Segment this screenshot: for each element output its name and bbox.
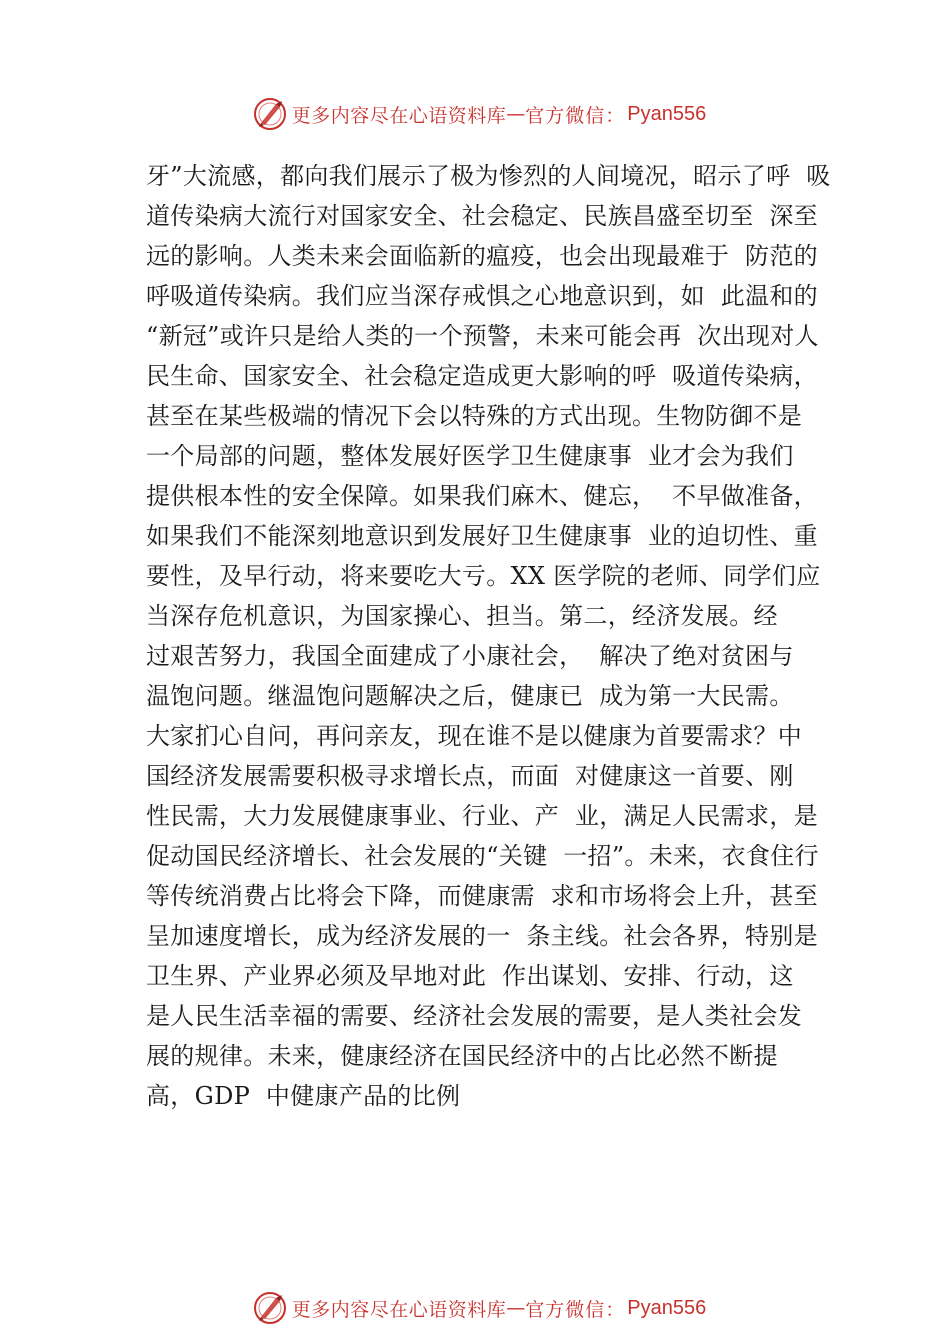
header-weixin-label: 官方微信： <box>525 104 626 127</box>
footer-weixin-id: Pyan556 <box>627 1296 707 1319</box>
body-line: 展的规律。未来，健康经济在国民经济中的占比必然不断提 <box>146 1042 778 1070</box>
body-line: 过艰苦努力，我国全面建成了小康社会， 解决了绝对贫困与 <box>146 642 794 670</box>
body-line: 牙”大流感，都向我们展示了极为惨烈的人间境况，昭示了呼 吸 <box>146 162 831 190</box>
body-line: 是人民生活幸福的需要、经济社会发展的需要，是人类社会发 <box>146 1002 803 1030</box>
body-line: 如果我们不能深刻地意识到发展好卫生健康事 业的迫切性、重 <box>146 522 818 550</box>
body-line: 甚至在某些极端的情况下会以特殊的方式出现。生物防御不是 <box>146 402 803 430</box>
body-line: 道传染病大流行对国家安全、社会稳定、民族昌盛至切至 深至 <box>146 202 818 230</box>
body-line: 呈加速度增长，成为经济发展的一 条主线。社会各界，特别是 <box>146 922 818 950</box>
footer-banner-inner <box>252 1290 707 1326</box>
body-line: 大家扪心自问，再问亲友，现在谁不是以健康为首要需求？中 <box>146 722 803 750</box>
body-line: 性民需，大力发展健康事业、行业、产 业，满足人民需求，是 <box>146 802 818 830</box>
footer-banner <box>0 1286 950 1330</box>
body-line: 国经济发展需要积极寻求增长点，而面 对健康这一首要、刚 <box>146 762 794 790</box>
header-banner-text: 更多内容尽在心语资料库 <box>291 104 507 127</box>
body-line: 提供根本性的安全保障。如果我们麻木、健忘， 不早做准备， <box>146 482 818 510</box>
body-line: 要性，及早行动，将来要吃大亏。XX 医学院的老师、同学们应 <box>146 562 821 590</box>
quill-pen-seal-icon <box>252 1290 288 1326</box>
body-text <box>146 156 846 1116</box>
body-line: 一个局部的问题，整体发展好医学卫生健康事 业才会为我们 <box>146 442 794 470</box>
body-line: 等传统消费占比将会下降，而健康需 求和市场将会上升，甚至 <box>146 882 818 910</box>
body-line: 呼吸道传染病。我们应当深存戒惧之心地意识到，如 此温和的 <box>146 282 818 310</box>
quill-pen-seal-icon <box>252 96 288 132</box>
body-line: 促动国民经济增长、社会发展的“关键 一招”。未来，衣食住行 <box>146 842 819 870</box>
header-banner-separator: — <box>506 103 526 125</box>
body-line: “新冠”或许只是给人类的一个预警，未来可能会再 次出现对人 <box>146 322 819 350</box>
header-banner-inner <box>252 96 707 132</box>
body-line: 高，GDP 中健康产品的比例 <box>146 1082 461 1110</box>
footer-banner-separator: — <box>506 1297 526 1319</box>
body-line: 卫生界、产业界必须及早地对此 作出谋划、安排、行动，这 <box>146 962 794 990</box>
body-line: 民生命、国家安全、社会稳定造成更大影响的呼 吸道传染病， <box>146 362 818 390</box>
footer-weixin-label: 官方微信： <box>525 1298 626 1321</box>
header-banner <box>0 92 950 136</box>
header-weixin-id: Pyan556 <box>627 102 707 125</box>
body-line: 温饱问题。继温饱问题解决之后，健康已 成为第一大民需。 <box>146 682 794 710</box>
footer-banner-text: 更多内容尽在心语资料库 <box>291 1298 507 1321</box>
body-line: 当深存危机意识，为国家操心、担当。第二，经济发展。经 <box>146 602 778 630</box>
body-line: 远的影响。人类未来会面临新的瘟疫，也会出现最难于 防范的 <box>146 242 818 270</box>
